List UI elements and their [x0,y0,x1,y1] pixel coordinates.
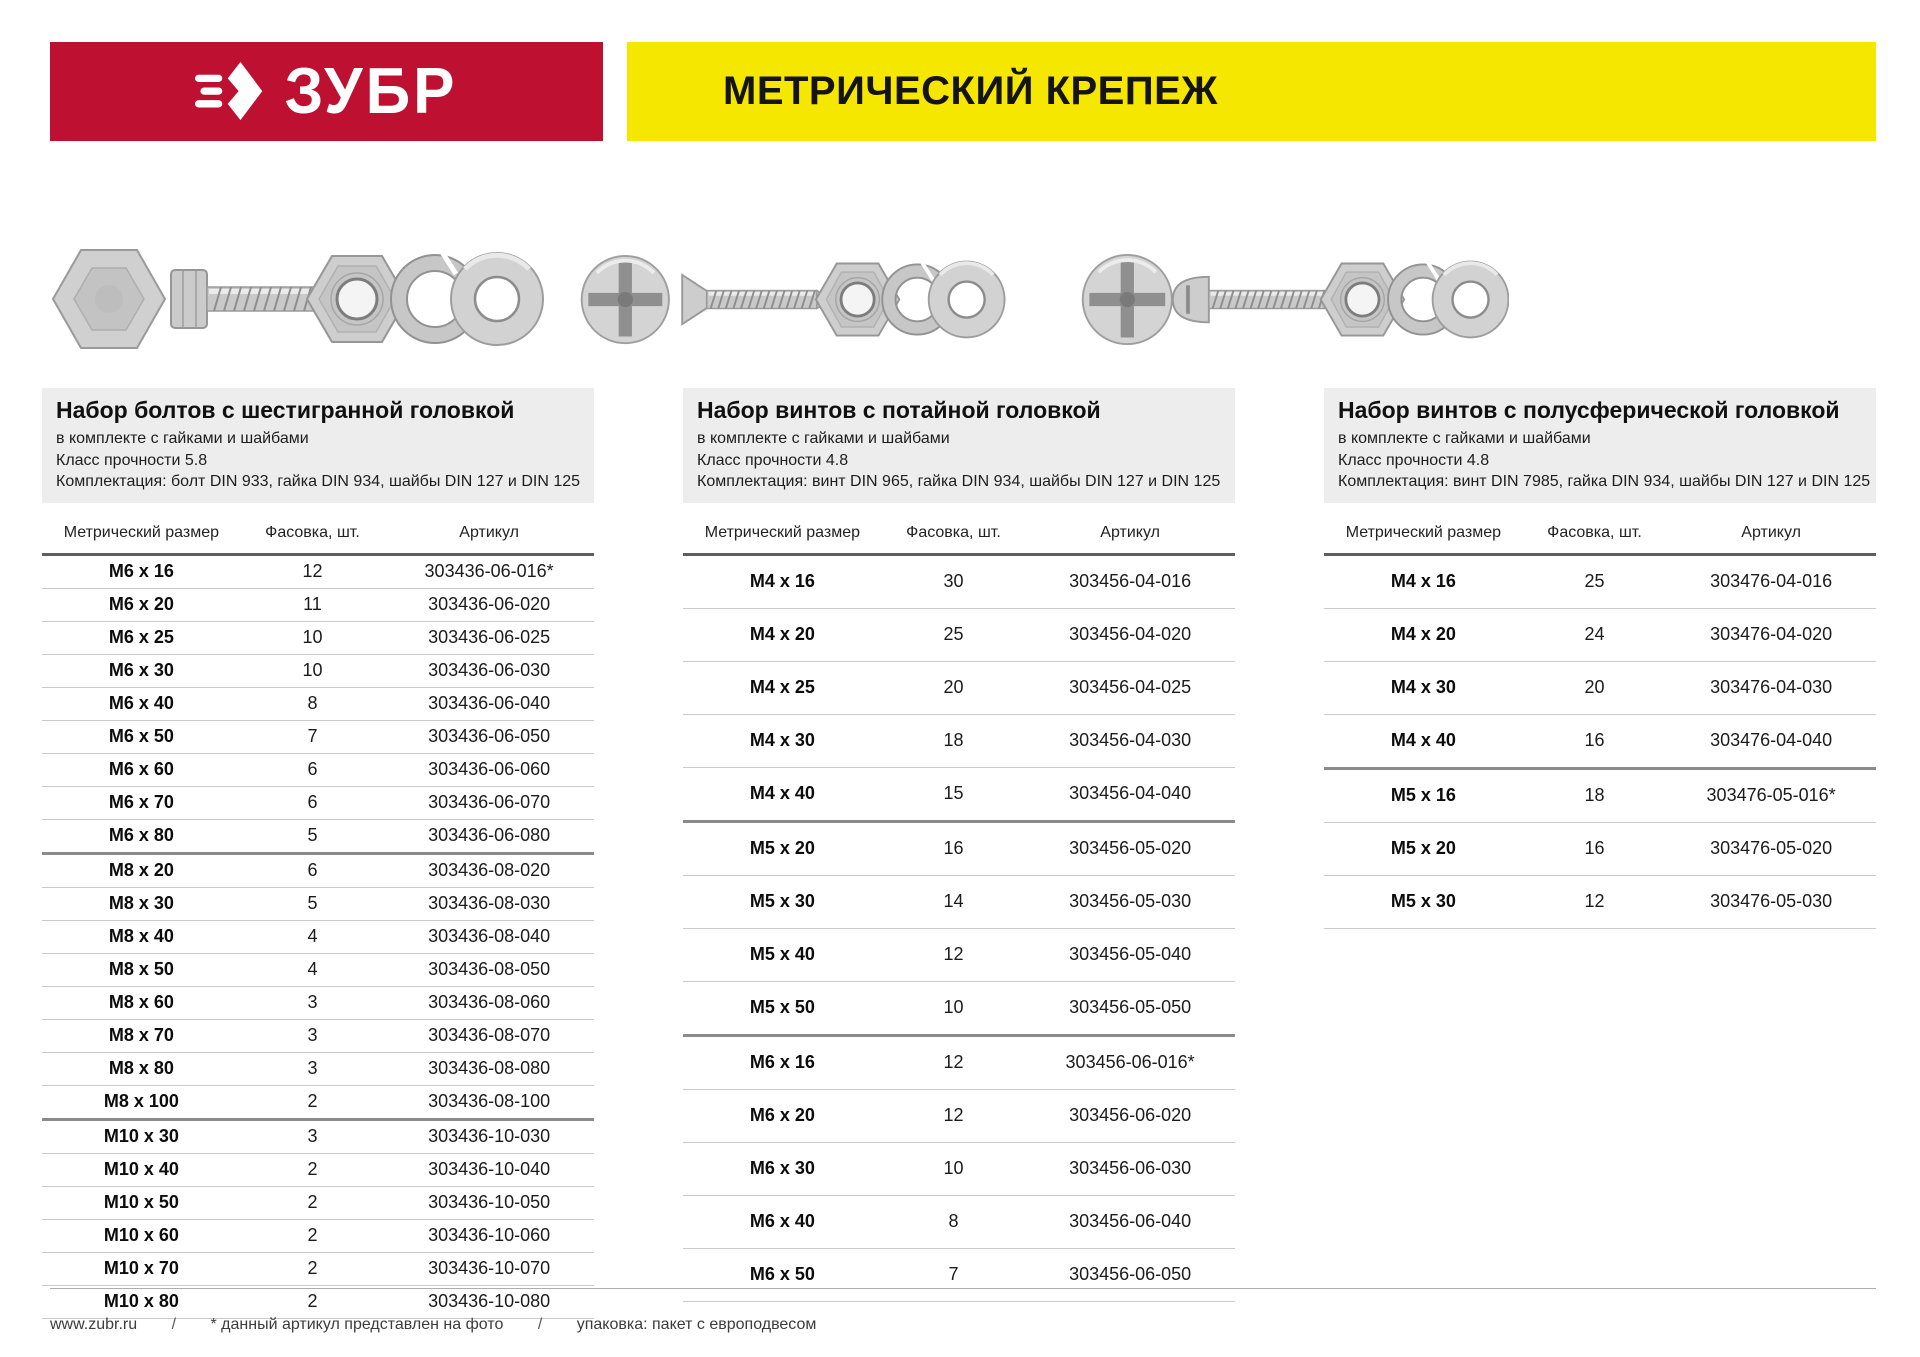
cell-size: M10 x 60 [42,1219,241,1252]
product-section-pan-head-screws [1324,232,1876,1319]
table-row [42,1052,594,1085]
cell-pack: 2 [241,1219,385,1252]
cell-size: M10 x 40 [42,1153,241,1186]
footer-site-link[interactable]: www.zubr.ru [50,1316,138,1333]
section-kit-contents: Комплектация: винт DIN 965, гайка DIN 934, шайбы DIN 127 и DIN 125 [697,472,1221,490]
table-row [683,767,1235,821]
cell-size: M6 x 60 [42,753,241,786]
cell-pack: 16 [882,821,1026,875]
table-row [683,821,1235,875]
section-kit-contents: Комплектация: винт DIN 7985, гайка DIN 934, шайбы DIN 127 и DIN 125 [1338,472,1871,490]
cell-article: 303436-10-050 [384,1186,594,1219]
cell-size: M4 x 20 [683,608,882,661]
section-subtitle: в комплекте с гайками и шайбами [697,430,950,448]
table-row [42,986,594,1019]
pan-head-screw-kit-photo [1324,232,1876,368]
table-row [1324,822,1876,875]
table-row [683,1142,1235,1195]
cell-pack: 4 [241,920,385,953]
cell-article: 303456-06-040 [1025,1195,1235,1248]
cell-article: 303436-06-040 [384,687,594,720]
table-row [42,1119,594,1153]
col-header-article: Артикул [1025,516,1235,555]
cell-size: M10 x 50 [42,1186,241,1219]
table-row [683,661,1235,714]
cell-pack: 18 [1523,768,1667,822]
brand-logo [50,42,603,141]
cell-pack: 7 [882,1248,1026,1301]
table-row [42,588,594,621]
footer-separator: / [537,1316,543,1333]
product-section-hex-bolts [42,232,594,1319]
table-row [683,1195,1235,1248]
cell-size: M6 x 40 [42,687,241,720]
cell-article: 303456-05-050 [1025,981,1235,1035]
phillips-head-top-icon [1083,255,1172,344]
flat-washer-icon [1433,262,1509,338]
cell-article: 303456-04-025 [1025,661,1235,714]
cell-size: M6 x 20 [683,1089,882,1142]
table-row [42,853,594,887]
table-row [683,875,1235,928]
zubr-logo-icon [195,62,264,122]
cell-pack: 20 [1523,661,1667,714]
cell-size: M6 x 80 [42,819,241,853]
cell-article: 303456-06-016* [1025,1035,1235,1089]
cell-size: M4 x 40 [683,767,882,821]
cell-pack: 8 [882,1195,1026,1248]
cell-size: M10 x 70 [42,1252,241,1285]
cell-pack: 7 [241,720,385,753]
cell-size: M6 x 16 [683,1035,882,1089]
table-row [683,981,1235,1035]
cell-article: 303436-08-020 [384,853,594,887]
footer-packaging-note: упаковка: пакет с европодвесом [576,1316,817,1333]
table-row [683,554,1235,608]
cell-article: 303436-06-050 [384,720,594,753]
cell-pack: 25 [1523,554,1667,608]
cell-pack: 10 [241,654,385,687]
cell-pack: 12 [882,1089,1026,1142]
cell-article: 303436-06-080 [384,819,594,853]
cell-article: 303436-06-016* [384,554,594,588]
table-row [42,1085,594,1119]
cell-article: 303436-06-030 [384,654,594,687]
cell-pack: 20 [882,661,1026,714]
cell-pack: 12 [1523,875,1667,928]
cell-pack: 10 [882,1142,1026,1195]
cell-size: M5 x 40 [683,928,882,981]
cell-pack: 3 [241,1119,385,1153]
cell-size: M8 x 60 [42,986,241,1019]
cell-pack: 11 [241,588,385,621]
section-header [1324,388,1876,503]
cell-pack: 16 [1523,822,1667,875]
flat-washer-icon [451,253,543,345]
table-header-row [42,516,594,555]
brand-name: ЗУБР [284,55,458,127]
cell-article: 303436-08-040 [384,920,594,953]
cell-pack: 5 [241,819,385,853]
table-row [1324,875,1876,928]
cell-article: 303476-04-020 [1666,608,1876,661]
table-row [42,621,594,654]
cell-pack: 3 [241,1052,385,1085]
cell-size: M6 x 20 [42,588,241,621]
section-subtitle: в комплекте с гайками и шайбами [56,430,309,448]
cell-article: 303436-08-070 [384,1019,594,1052]
cell-size: M10 x 80 [42,1285,241,1318]
section-subtitle: в комплекте с гайками и шайбами [1338,430,1591,448]
table-row [42,786,594,819]
footer-separator: / [171,1316,177,1333]
cell-article: 303476-05-030 [1666,875,1876,928]
table-row [42,1252,594,1285]
footer-asterisk-note: * данный артикул представлен на фото [210,1316,504,1333]
cell-article: 303476-04-030 [1666,661,1876,714]
cell-pack: 30 [882,554,1026,608]
cell-size: M8 x 30 [42,887,241,920]
table-row [683,1089,1235,1142]
table-row [42,819,594,853]
cell-size: M8 x 80 [42,1052,241,1085]
cell-pack: 10 [241,621,385,654]
table-row [1324,661,1876,714]
col-header-pack: Фасовка, шт. [241,516,385,555]
cell-size: M6 x 30 [683,1142,882,1195]
cell-size: M5 x 30 [1324,875,1523,928]
page-title: МЕТРИЧЕСКИЙ КРЕПЕЖ [723,69,1218,113]
cell-article: 303436-10-080 [384,1285,594,1318]
table-row [42,887,594,920]
cell-article: 303436-10-070 [384,1252,594,1285]
section-strength-class: Класс прочности 4.8 [697,451,849,469]
cell-pack: 25 [882,608,1026,661]
cell-pack: 18 [882,714,1026,767]
cell-pack: 8 [241,687,385,720]
cell-size: M5 x 50 [683,981,882,1035]
cell-article: 303456-06-020 [1025,1089,1235,1142]
cell-article: 303456-04-040 [1025,767,1235,821]
cell-pack: 10 [882,981,1026,1035]
cell-article: 303436-08-100 [384,1085,594,1119]
cell-pack: 2 [241,1186,385,1219]
cell-size: M4 x 25 [683,661,882,714]
col-header-pack: Фасовка, шт. [1523,516,1667,555]
table-row [1324,554,1876,608]
table-header-row [683,516,1235,555]
cell-article: 303456-05-030 [1025,875,1235,928]
table-header-row [1324,516,1876,555]
cell-pack: 6 [241,853,385,887]
cell-pack: 12 [882,1035,1026,1089]
table-row [683,1035,1235,1089]
col-header-size: Метрический размер [683,516,882,555]
table-row [42,1153,594,1186]
cell-article: 303456-04-030 [1025,714,1235,767]
table-row [42,654,594,687]
cell-article: 303456-04-020 [1025,608,1235,661]
table-row [42,920,594,953]
table-row [1324,714,1876,768]
cell-size: M6 x 30 [42,654,241,687]
table-row [683,928,1235,981]
table-row [42,953,594,986]
table-row [42,1219,594,1252]
cell-article: 303436-08-080 [384,1052,594,1085]
section-strength-class: Класс прочности 4.8 [1338,451,1490,469]
table-row [683,608,1235,661]
section-kit-contents: Комплектация: болт DIN 933, гайка DIN 934, шайбы DIN 127 и DIN 125 [56,472,581,490]
col-header-article: Артикул [1666,516,1876,555]
cell-size: M8 x 20 [42,853,241,887]
fastener-table [1324,516,1876,929]
cell-size: M5 x 20 [1324,822,1523,875]
header-band [0,0,1920,141]
col-header-size: Метрический размер [42,516,241,555]
cell-size: M8 x 100 [42,1085,241,1119]
cell-size: M4 x 20 [1324,608,1523,661]
cell-article: 303436-10-060 [384,1219,594,1252]
cell-article: 303436-10-030 [384,1119,594,1153]
countersunk-screw-icon [682,275,826,324]
cell-article: 303456-06-030 [1025,1142,1235,1195]
cell-article: 303436-08-050 [384,953,594,986]
cell-size: M10 x 30 [42,1119,241,1153]
cell-size: M4 x 40 [1324,714,1523,768]
table-row [42,554,594,588]
cell-size: M6 x 40 [683,1195,882,1248]
cell-size: M4 x 30 [683,714,882,767]
cell-article: 303436-06-020 [384,588,594,621]
cell-pack: 3 [241,986,385,1019]
table-row [42,1186,594,1219]
cell-pack: 5 [241,887,385,920]
cell-article: 303476-05-020 [1666,822,1876,875]
table-row [1324,768,1876,822]
section-header [42,388,594,503]
section-strength-class: Класс прочности 5.8 [56,451,208,469]
cell-pack: 16 [1523,714,1667,768]
catalog-columns [0,232,1920,1319]
cell-size: M6 x 70 [42,786,241,819]
cell-article: 303476-04-040 [1666,714,1876,768]
col-header-pack: Фасовка, шт. [882,516,1026,555]
col-header-size: Метрический размер [1324,516,1523,555]
cell-pack: 24 [1523,608,1667,661]
cell-article: 303436-06-070 [384,786,594,819]
table-row [42,753,594,786]
cell-size: M4 x 30 [1324,661,1523,714]
cell-article: 303456-04-016 [1025,554,1235,608]
cell-article: 303436-10-040 [384,1153,594,1186]
cell-article: 303476-04-016 [1666,554,1876,608]
cell-size: M8 x 70 [42,1019,241,1052]
cell-pack: 15 [882,767,1026,821]
cell-pack: 2 [241,1153,385,1186]
fastener-table [42,516,594,1319]
cell-size: M4 x 16 [683,554,882,608]
cell-article: 303436-08-030 [384,887,594,920]
cell-article: 303456-06-050 [1025,1248,1235,1301]
cell-pack: 3 [241,1019,385,1052]
flat-washer-icon [929,262,1005,338]
product-section-countersunk-screws [683,232,1235,1319]
cell-size: M6 x 50 [683,1248,882,1301]
table-row [42,687,594,720]
phillips-head-top-icon [582,256,669,343]
cell-size: M6 x 25 [42,621,241,654]
table-row [42,720,594,753]
cell-article: 303476-05-016* [1666,768,1876,822]
cell-pack: 2 [241,1252,385,1285]
section-header [683,388,1235,503]
section-title: Набор винтов с потайной головкой [697,397,1101,423]
cell-pack: 12 [241,554,385,588]
cell-pack: 2 [241,1085,385,1119]
cell-size: M6 x 16 [42,554,241,588]
section-title: Набор винтов с полусферической головкой [1338,397,1840,423]
cell-article: 303456-05-040 [1025,928,1235,981]
pan-head-screw-icon [1173,277,1325,323]
fastener-table [683,516,1235,1302]
cell-size: M4 x 16 [1324,554,1523,608]
cell-pack: 12 [882,928,1026,981]
hex-head-icon [53,250,165,348]
col-header-article: Артикул [384,516,594,555]
table-row [1324,608,1876,661]
table-row [42,1019,594,1052]
cell-size: M5 x 20 [683,821,882,875]
cell-article: 303436-08-060 [384,986,594,1019]
page-title-banner [627,42,1876,141]
cell-pack: 6 [241,753,385,786]
cell-pack: 14 [882,875,1026,928]
cell-pack: 6 [241,786,385,819]
cell-article: 303436-06-060 [384,753,594,786]
cell-size: M5 x 16 [1324,768,1523,822]
footer [50,1288,1876,1334]
cell-article: 303436-06-025 [384,621,594,654]
table-row [683,714,1235,767]
cell-size: M5 x 30 [683,875,882,928]
cell-size: M6 x 50 [42,720,241,753]
cell-article: 303456-05-020 [1025,821,1235,875]
cell-size: M8 x 40 [42,920,241,953]
section-title: Набор болтов с шестигранной головкой [56,397,515,423]
cell-pack: 2 [241,1285,385,1318]
cell-size: M8 x 50 [42,953,241,986]
cell-pack: 4 [241,953,385,986]
hex-bolt-kit-photo [42,232,594,368]
